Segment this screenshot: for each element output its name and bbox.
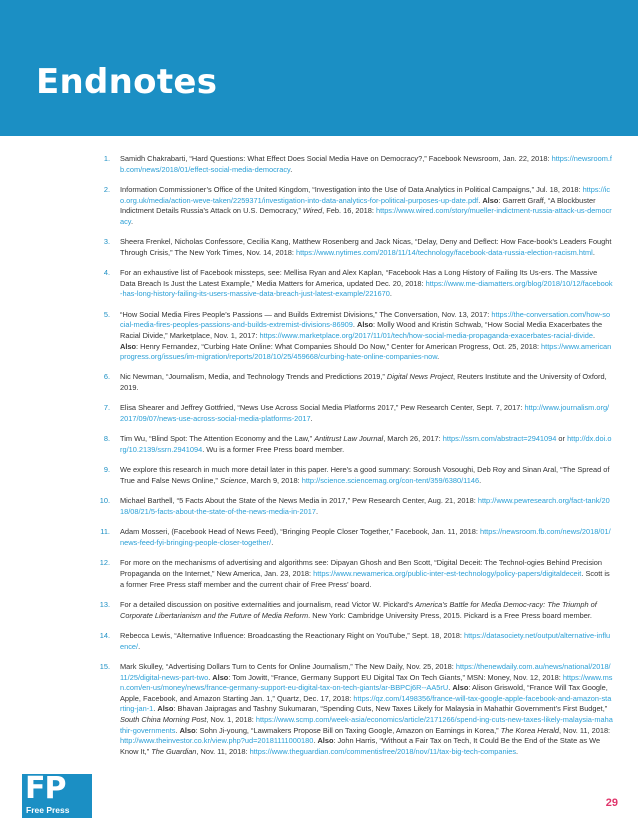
endnote-text: , March 26, 2017:: [383, 434, 443, 444]
endnote-text: For an exhaustive list of Facebook missteps, see: Mellisa Ryan and Alex Kaplan, “Facebook Has a Long History of Failing Its Us-ers. The Massive Data Breach Is Just the Latest Example,” Media Matters for America, updated Dec. 20, 2018:: [120, 268, 598, 288]
endnote-link[interactable]: https://www.msn.com/en-us/money/news/france-germany-support-eu-digital-tax-on-tech-giants/ar-BBPCj6R--AA5rU: [120, 672, 613, 693]
endnote-text: : Tom Jowitt, “France, Germany Support EU Digital Tax On Tech Giants,” MSN: Money, Nov. 12, 2018:: [228, 672, 563, 682]
endnote-text: Information Commissioner’s Office of the United Kingdom, “Investigation into the Use of Data Analytics in Political Campaigns,” Jul. 18, 2018:: [120, 184, 583, 194]
endnote-link[interactable]: http://dx.doi.org/10.2139/ssrn.2941094: [120, 434, 612, 455]
endnote-italic-text: South China Morning Post: [120, 714, 207, 724]
endnote-text: For a detailed discussion on positive externalities and journalism, read Victor W. Pickard’s: [120, 599, 416, 609]
endnote-text: .: [315, 507, 319, 517]
endnote-item: [99, 599, 613, 621]
endnote-text: .: [516, 746, 519, 756]
also-label: Also: [212, 672, 229, 682]
endnote-number: 13.: [99, 599, 110, 609]
endnote-link[interactable]: http://science.sciencemag.org/con-tent/359/6380/1146: [301, 476, 480, 486]
endnote-link[interactable]: https://www.marketplace.org/2017/11/01/tech/how-social-media-propaganda-exacerbates-racial-divide: [259, 330, 593, 340]
endnote-number: 10.: [99, 496, 110, 506]
endnote-text: .: [310, 414, 313, 424]
endnote-link[interactable]: https://qz.com/1498356/france-will-tax-google-apple-facebook-and-amazon-starting-jan-1: [120, 693, 612, 714]
endnote-number: 4.: [103, 268, 110, 278]
endnote-text: Tim Wu, “Blind Spot: The Attention Economy and the Law,”: [120, 434, 315, 444]
endnote-text: , Feb. 16, 2018:: [322, 206, 376, 216]
endnote-item: [99, 630, 613, 652]
endnote-text: : Garrett Graff, “A Blockbuster Indictment Details Russia’s Attack on U.S. Democracy,”: [120, 195, 596, 216]
endnote-text: Adam Mosseri, (Facebook Head of News Feed), “Bringing People Closer Together,” Facebook, Jan. 11, 2018:: [120, 527, 480, 537]
endnote-text: or: [556, 434, 568, 444]
endnote-number: 12.: [99, 558, 110, 568]
endnote-text: , Nov. 11, 2018:: [196, 746, 250, 756]
endnote-item: [103, 434, 613, 455]
endnote-link[interactable]: https://www.scmp.com/week-asia/economics/article/2171266/spend-ing-cuts-new-taxes-likely-malaysia-mahathir-governments: [120, 714, 613, 735]
endnote-text: .: [153, 704, 158, 714]
also-label: Also: [157, 704, 174, 714]
endnote-link[interactable]: https://ssrn.com/abstract=2941094: [442, 434, 557, 444]
endnote-text: .: [437, 352, 440, 362]
endnote-text: .: [208, 672, 213, 682]
also-label: Also: [317, 736, 334, 746]
endnote-text: . New York: Cambridge University Press, 2015. Pickard is a Free Press board member.: [308, 610, 592, 620]
endnote-number: 14.: [99, 630, 110, 640]
endnote-text: : Molly Wood and Kristin Schwab, “How Social Media Exacerbates the Racial Divide,” Marketplace, Nov. 1, 2017:: [120, 320, 603, 340]
page-number: 29: [605, 797, 618, 809]
endnote-text: , March 9, 2018:: [246, 476, 302, 486]
endnote-text: : Henry Fernandez, “Curbing Hate Online: What Companies Should Do Now,” Center for American Progress, Oct. 25, 2018:: [136, 341, 542, 351]
endnote-number: 1.: [103, 154, 110, 163]
endnote-item: [103, 465, 613, 486]
endnote-item: [99, 558, 613, 590]
endnote-link[interactable]: https://www.newamerica.org/public-inter-est-technology/policy-papers/digitaldeceit: [313, 568, 582, 578]
endnote-italic-text: Digital News Project: [386, 372, 454, 382]
endnote-text: Elisa Shearer and Jeffrey Gottfried, “News Use Across Social Media Platforms 2017,” Pew Research Center, Sept. 7, 2017:: [120, 403, 525, 413]
endnote-link[interactable]: https://www.nytimes.com/2018/11/14/technology/facebook-data-russia-election-racism.html: [295, 247, 593, 257]
endnote-item: [103, 237, 613, 258]
endnote-item: [99, 661, 613, 757]
endnote-link[interactable]: http://www.theinvestor.co.kr/view.php?ud=20181111000180: [120, 736, 314, 746]
endnote-number: 11.: [100, 527, 110, 537]
endnote-text: . Scott is a former Free Press staff member and the current chair of Free Press’ board.: [120, 568, 610, 589]
endnotes-list: [99, 154, 613, 767]
endnote-item: [99, 496, 613, 517]
endnote-text: , Nov. 11, 2018:: [559, 725, 611, 735]
endnote-item: [103, 372, 613, 393]
endnote-text: Rebecca Lewis, “Alternative Influence: Broadcasting the Reactionary Right on YouTube,” Sept. 18, 2018:: [120, 630, 465, 640]
also-label: Also: [120, 341, 137, 351]
endnote-link[interactable]: https://ico.org.uk/media/action-weve-taken/2259371/investigation-into-data-analytics-for-political-purposes-up-date.pdf: [120, 184, 611, 205]
endnote-text: .: [271, 538, 274, 547]
endnote-number: 6.: [103, 372, 110, 382]
logo-text: Free Press: [26, 805, 70, 815]
endnote-number: 3.: [103, 237, 110, 247]
endnote-text: .: [478, 195, 483, 205]
endnote-item: [103, 403, 613, 424]
endnote-text: .: [479, 476, 482, 486]
endnote-number: 5.: [103, 309, 110, 319]
endnote-number: 2.: [103, 184, 110, 194]
endnote-text: : John Harris, “Without a Fair Tax on Tech, It Could Be the End of the State as We Know It,”: [120, 736, 601, 756]
endnote-text: .: [313, 736, 318, 746]
page-title: Endnotes: [36, 62, 218, 102]
endnote-text: , Reuters Institute and the University of Oxford, 2019.: [120, 372, 607, 393]
also-label: Also: [452, 683, 469, 693]
endnote-text: .: [592, 247, 595, 257]
endnote-text: . Wu is a former Free Press board member.: [202, 445, 345, 455]
endnote-text: We explore this research in much more detail later in this paper. Here’s a good summary: Soroush Vosoughi, Deb Roy and Sinan Aral, “The Spread of True and False News Online,”: [120, 465, 610, 486]
endnote-italic-text: America’s Battle for Media Democ-racy: The Triumph of Corporate Libertarianism and the Future of Media Reform: [120, 599, 597, 620]
endnote-text: .: [130, 216, 134, 226]
also-label: Also: [482, 195, 499, 205]
endnote-link[interactable]: https://newsroom.fb.com/news/2018/01/news-feed-fyi-bringing-people-closer-together/: [120, 527, 611, 547]
endnote-item: [103, 309, 613, 363]
endnote-italic-text: Science: [219, 476, 247, 486]
endnote-text: : Bhavan Jaipragas and Tashny Sukumaran, “Spending Cuts, New Taxes Likely for Malaysia in Mahathir Government’s First Budget,”: [173, 704, 608, 714]
endnote-link[interactable]: https://www.me-diamatters.org/blog/2018/10/12/facebook-has-long-history-failing-its-users-massive-data-breach-just-latest-example/221670: [120, 278, 613, 299]
endnote-text: .: [448, 683, 453, 693]
endnote-text: Samidh Chakrabarti, “Hard Questions: What Effect Does Social Media Have on Democracy?,” Facebook Newsroom, Jan. 22, 2018:: [120, 154, 552, 163]
endnote-link[interactable]: http://www.pewresearch.org/fact-tank/2018/08/21/5-facts-about-the-state-of-the-news-media-in-2017: [120, 496, 610, 517]
endnote-link[interactable]: https://the-conversation.com/how-social-media-fires-peoples-passions-and-builds-extremist-divisions-86909: [120, 309, 611, 330]
endnote-text: .: [175, 725, 180, 735]
endnote-text: .: [352, 320, 358, 330]
endnote-item: [103, 184, 613, 227]
endnote-italic-text: Wired: [302, 206, 323, 216]
endnote-link[interactable]: https://www.americanprogress.org/issues/im-migration/reports/2018/10/25/459668/curbing-hate-online-companies-now: [120, 341, 612, 362]
endnote-number: 9.: [103, 465, 110, 475]
endnote-text: : Alison Griswold, “France Will Tax Google, Apple, Facebook, and Amazon Starting Jan. 1,” Quartz, Dec. 17, 2018:: [120, 683, 608, 703]
endnote-text: Mark Skulley, “Advertising Dollars Turn to Cents for Online Journalism,” The New Daily, Nov. 25, 2018:: [120, 661, 456, 671]
endnote-text: .: [138, 641, 141, 651]
endnote-italic-text: Antitrust Law Journal: [314, 434, 384, 444]
endnote-text: Nic Newman, “Journalism, Media, and Technology Trends and Predictions 2019,”: [120, 372, 387, 382]
logo-mark: FP: [25, 771, 66, 806]
endnote-number: 8.: [103, 434, 110, 444]
free-press-logo: [22, 771, 92, 818]
endnote-number: 15.: [99, 661, 110, 671]
endnote-text: .: [290, 164, 293, 174]
endnote-item: [103, 154, 613, 175]
endnote-text: Michael Barthell, “5 Facts About the State of the News Media in 2017,” Pew Research Center, Aug. 21, 2018:: [120, 496, 478, 506]
endnote-item: [103, 268, 613, 300]
endnote-link[interactable]: https://www.theguardian.com/commentisfree/2018/nov/11/tax-big-tech-companies: [249, 746, 517, 756]
endnote-item: [100, 527, 613, 548]
endnote-link[interactable]: https://www.wired.com/story/mueller-indictment-russia-attack-us-democracy: [120, 206, 612, 226]
endnote-link[interactable]: https://thenewdaily.com.au/news/national/2018/11/25/digital-news-part-two: [120, 661, 611, 682]
endnote-text: .: [592, 330, 596, 340]
also-label: Also: [179, 725, 196, 735]
endnote-text: .: [389, 289, 392, 299]
endnote-text: For more on the mechanisms of advertising and algorithms see: Dipayan Ghosh and Ben Scott, “Digital Deceit: The Technol-ogies Behind Precision Propaganda on the Internet,” New America, Jan. 23, 2018:: [120, 558, 603, 578]
endnote-italic-text: The Korea Herald: [500, 725, 560, 735]
endnote-text: Sheera Frenkel, Nicholas Confessore, Cecilia Kang, Matthew Rosenberg and Jack Nicas, “Delay, Deny and Deflect: How Face-book’s Leaders Fought Through Crisis,” The New York Times, Nov. 14, 2018:: [120, 237, 612, 257]
title-banner: [0, 0, 638, 136]
endnote-text: “How Social Media Fires People’s Passions — and Builds Extremist Divisions,” The Conversation, Nov. 13, 2017:: [120, 309, 492, 319]
endnote-text: , Nov. 1, 2018:: [206, 714, 256, 724]
endnote-link[interactable]: https://datasociety.net/output/alternative-influence/: [120, 630, 611, 651]
endnote-link[interactable]: http://www.journalism.org/2017/09/07/news-use-across-social-media-platforms-2017: [120, 403, 610, 424]
endnote-text: : Sohn Ji-young, “Lawmakers Propose Bill on Taxing Google, Amazon on Earnings in Korea,”: [195, 725, 501, 735]
endnote-italic-text: The Guardian: [151, 746, 197, 756]
also-label: Also: [357, 320, 374, 330]
endnote-link[interactable]: https://newsroom.fb.com/news/2018/01/effect-social-media-democracy: [120, 154, 612, 174]
endnote-number: 7.: [103, 403, 110, 413]
